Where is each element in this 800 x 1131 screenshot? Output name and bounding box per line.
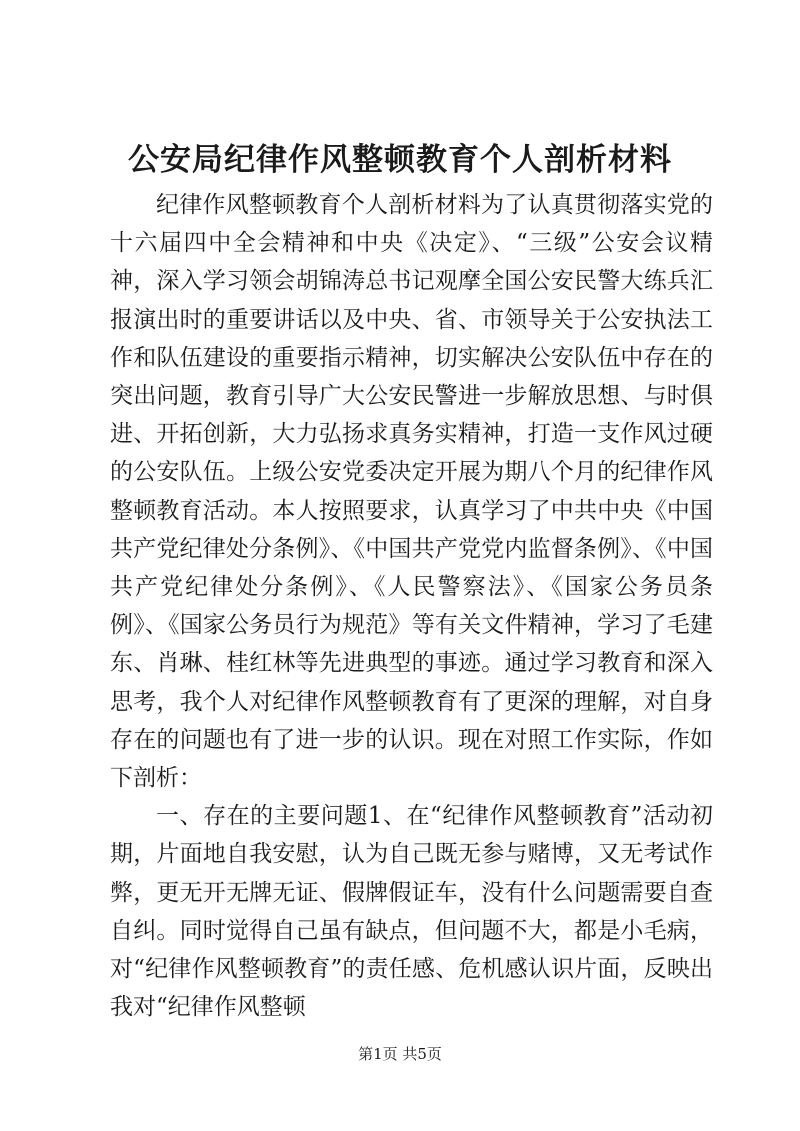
document-body bbox=[110, 186, 713, 1026]
paragraph-intro: 纪律作风整顿教育个人剖析材料为了认真贯彻落实党的十六届四中全会精神和中央《决定》、“三级”公安会议精神，深入学习领会胡锦涛总书记观摩全国公安民警大练兵汇报演出时的重要讲话以及中央、省、市领导关于公安执法工作和队伍建设的重要指示精神，切实解决公安队伍中存在的突出问题，教育引导广大公安民警进一步解放思想、与时俱进、开拓创新，大力弘扬求真务实精神，打造一支作风过硬的公安队伍。上级公安党委决定开展为期八个月的纪律作风整顿教育活动。本人按照要求，认真学习了中共中央《中国共产党纪律处分条例》、《中国共产党党内监督条例》、《中国共产党纪律处分条例》、《人民警察法》、《国家公务员条例》、《国家公务员行为规范》等有关文件精神，学习了毛建东、肖琳、桂红林等先进典型的事迹。通过学习教育和深入思考，我个人对纪律作风整顿教育有了更深的理解，对自身存在的问题也有了进一步的认识。现在对照工作实际，作如下剖析： bbox=[110, 192, 713, 792]
document-title: 公安局纪律作风整顿教育个人剖析材料 bbox=[128, 142, 672, 178]
paragraph-problems: 一、存在的主要问题1、在“纪律作风整顿教育”活动初期，片面地自我安慰，认为自己既无参与赌博，又无考试作弊，更无开无牌无证、假牌假证车，没有什么问题需要自查自纠。同时觉得自己虽有缺点，但问题不大，都是小毛病，对“纪律作风整顿教育”的责任感、危机感认识片面，反映出我对“纪律作风整顿 bbox=[110, 803, 713, 1021]
page-number-footer: 第1页 共5页 bbox=[358, 1045, 442, 1063]
